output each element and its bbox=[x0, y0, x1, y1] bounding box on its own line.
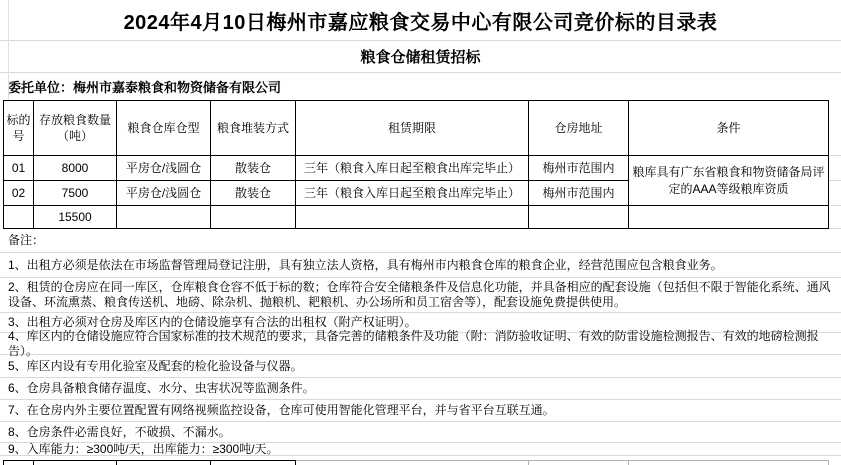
cell-warehouse-type[interactable]: 平房仓/浅圆仓 bbox=[117, 181, 211, 206]
grid-line bbox=[828, 460, 829, 465]
next-table-partial-row bbox=[0, 456, 841, 465]
grid-line bbox=[628, 460, 629, 465]
notes-label: 备注： bbox=[0, 229, 841, 253]
table-total-row bbox=[4, 206, 829, 229]
note-item-5: 5、库区内设有专用化验室及配套的检化验设备与仪器。 bbox=[0, 355, 841, 378]
empty-cell[interactable] bbox=[211, 206, 296, 229]
partial-row-border-light bbox=[296, 460, 828, 461]
table-row-lot-01 bbox=[4, 156, 829, 181]
cell-lot-id[interactable]: 01 bbox=[4, 156, 34, 181]
cell-address[interactable]: 梅州市范围内 bbox=[529, 156, 629, 181]
cell-lot-id[interactable]: 02 bbox=[4, 181, 34, 206]
margin-grid-line bbox=[829, 155, 841, 156]
cell-lease-term[interactable] bbox=[296, 156, 529, 181]
cell-warehouse-type[interactable]: 平房仓/浅圆仓 bbox=[117, 156, 211, 181]
cell-quantity[interactable]: 7500 bbox=[34, 181, 117, 206]
header-lease-term[interactable]: 租赁期限 bbox=[296, 101, 529, 156]
cell-stacking[interactable]: 散装仓 bbox=[211, 156, 296, 181]
cell-total-quantity[interactable]: 15500 bbox=[34, 206, 117, 229]
header-condition[interactable]: 条件 bbox=[629, 101, 829, 156]
note-item-6: 6、仓房具备粮食储存温度、水分、虫害状况等监测条件。 bbox=[0, 378, 841, 400]
grid-line bbox=[528, 460, 529, 465]
margin-grid-line bbox=[829, 228, 841, 229]
lease-term-text: 三年（粮食入库日起至粮食出库完毕止） bbox=[303, 160, 520, 175]
grid-line bbox=[3, 460, 4, 465]
bid-table-header-row bbox=[4, 101, 829, 156]
header-quantity[interactable]: 存放粮食数量（吨） bbox=[34, 101, 117, 156]
header-address[interactable]: 仓房地址 bbox=[529, 101, 629, 156]
empty-cell[interactable] bbox=[117, 206, 211, 229]
note-item-7: 7、在仓房内外主要位置配置有网络视频监控设备，仓库可使用智能化管理平台，并与省平台互联互通。 bbox=[0, 400, 841, 422]
lease-term-text: 三年（粮食入库日起至粮食出库完毕止） bbox=[303, 185, 520, 200]
margin-grid-line bbox=[8, 0, 9, 100]
cell-quantity[interactable]: 8000 bbox=[34, 156, 117, 181]
empty-cell[interactable] bbox=[296, 206, 529, 229]
grid-line bbox=[116, 460, 117, 465]
bid-table bbox=[3, 100, 829, 229]
cell-address[interactable]: 梅州市范围内 bbox=[529, 181, 629, 206]
note-item-9: 9、入库能力：≥300吨/天，出库能力：≥300吨/天。 bbox=[0, 443, 841, 456]
grid-line bbox=[295, 460, 296, 465]
header-warehouse-type[interactable]: 粮食仓库仓型 bbox=[117, 101, 211, 156]
margin-grid-line bbox=[829, 180, 841, 181]
note-item-1: 1、出租方必须是依法在市场监督管理局登记注册，具有独立法人资格，具有梅州市内粮食仓库的粮食企业，经营范围应包含粮食业务。 bbox=[0, 253, 841, 278]
grid-line bbox=[33, 460, 34, 465]
empty-cell[interactable] bbox=[4, 206, 34, 229]
section-subtitle: 粮食仓储租赁招标 bbox=[0, 41, 841, 73]
header-lot-no[interactable]: 标的号 bbox=[4, 101, 34, 156]
document-title: 2024年4月10日梅州市嘉应粮食交易中心有限公司竞价标的目录表 bbox=[0, 0, 841, 41]
cell-condition-merged[interactable]: 粮库具有广东省粮食和物资储备局评定的AAA等级粮库资质 bbox=[629, 156, 829, 206]
note-item-4: 4、库区内的仓储设施应符合国家标准的技术规范的要求，具备完善的储粮条件及功能（附：消防验收证明、有效的防雷设施检测报告、有效的地磅检测报告）。 bbox=[0, 333, 841, 355]
cell-stacking[interactable]: 散装仓 bbox=[211, 181, 296, 206]
note-item-8: 8、仓房条件必需良好，不破损、不漏水。 bbox=[0, 422, 841, 443]
note-item-3: 3、出租方必须对仓房及库区内的仓储设施享有合法的出租权（附产权证明）。 bbox=[0, 313, 841, 333]
empty-cell[interactable] bbox=[629, 206, 829, 229]
cell-lease-term[interactable] bbox=[296, 181, 529, 206]
partial-row-border bbox=[3, 460, 296, 461]
header-stacking[interactable]: 粮食堆装方式 bbox=[211, 101, 296, 156]
empty-cell[interactable] bbox=[529, 206, 629, 229]
margin-grid-line bbox=[829, 205, 841, 206]
client-line: 委托单位：梅州市嘉泰粮食和物资储备有限公司 bbox=[8, 80, 282, 95]
note-item-2: 2、租赁的仓房应在同一库区，仓库粮食仓容不低于标的数；仓库符合安全储粮条件及信息化功能，并具备相应的配套设施（包括但不限于智能化系统、通风设备、环流熏蒸、粮食传送机、地磅、除杂机、抛粮机、耙粮机、办公场所和员工宿舍等），配套设施免费提供使用。 bbox=[0, 278, 841, 313]
grid-line bbox=[210, 460, 211, 465]
